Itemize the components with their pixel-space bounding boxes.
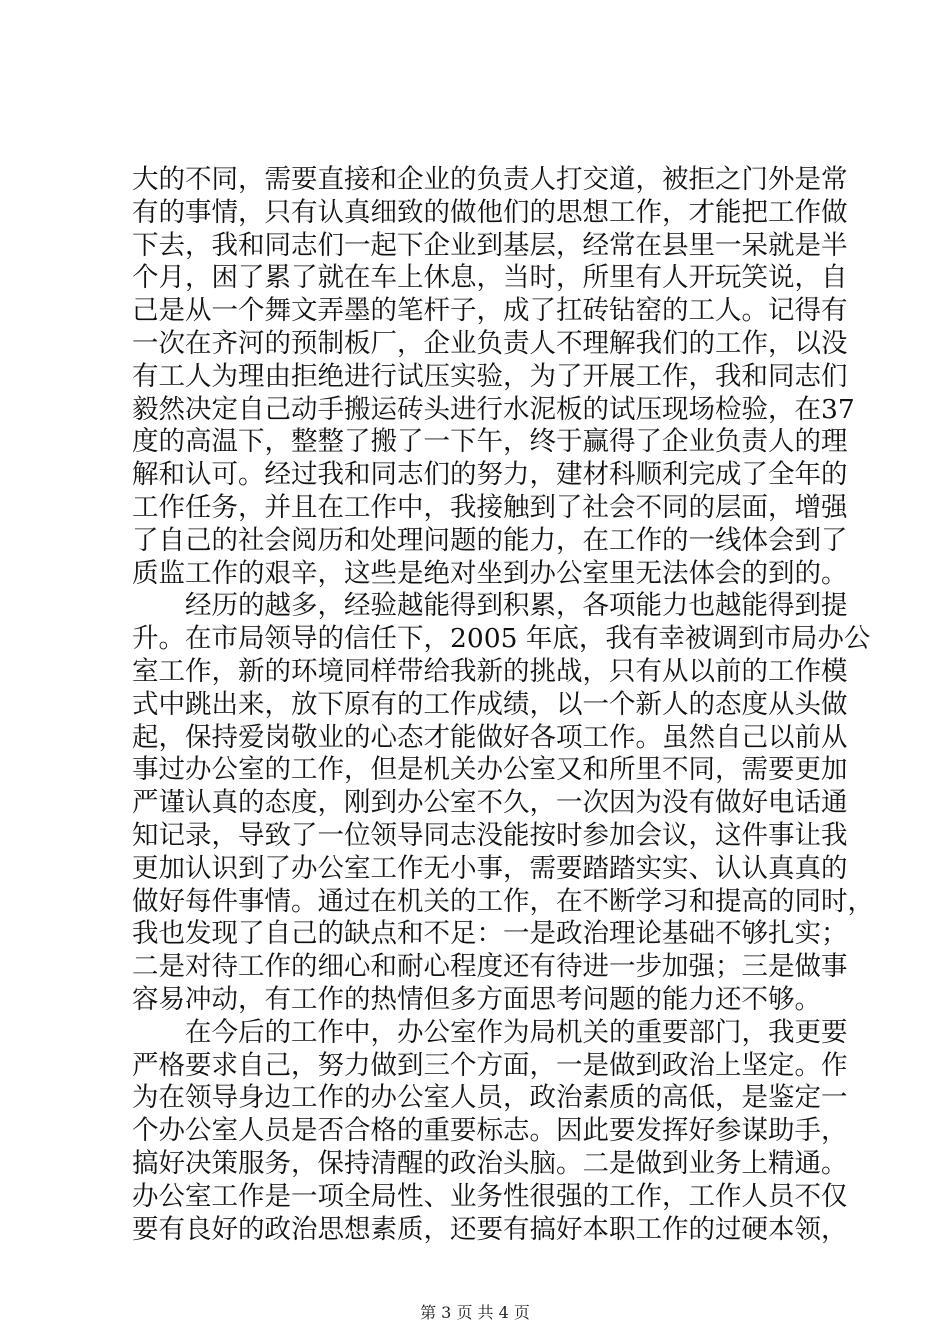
text-line: 更加认识到了办公室工作无小事，需要踏踏实实、认认真真的 [132, 852, 848, 884]
text-line: 搞好决策服务，保持清醒的政治头脑。二是做到业务上精通。 [132, 1147, 848, 1179]
text-line: 严格要求自己，努力做到三个方面，一是做到政治上坚定。作 [132, 1049, 848, 1081]
text-line: 在今后的工作中，办公室作为局机关的重要部门，我更要 [132, 1016, 848, 1048]
text-line: 二是对待工作的细心和耐心程度还有待进一步加强；三是做事 [132, 951, 848, 983]
text-line: 为在领导身边工作的办公室人员，政治素质的高低，是鉴定一 [132, 1082, 848, 1114]
text-line: 严谨认真的态度，刚到办公室不久，一次因为没有做好电话通 [132, 787, 848, 819]
text-line: 我也发现了自己的缺点和不足：一是政治理论基础不够扎实； [132, 918, 848, 950]
text-line: 毅然决定自己动手搬运砖头进行水泥板的试压现场检验，在37 [132, 393, 855, 425]
text-line: 个办公室人员是否合格的重要标志。因此要发挥好参谋助手， [132, 1115, 848, 1147]
text-line: 己是从一个舞文弄墨的笔杆子，成了扛砖钻窑的工人。记得有 [132, 295, 848, 327]
text-line: 一次在齐河的预制板厂，企业负责人不理解我们的工作，以没 [132, 327, 848, 359]
text-line: 了自己的社会阅历和处理问题的能力，在工作的一线体会到了 [132, 524, 848, 556]
text-line: 室工作，新的环境同样带给我新的挑战，只有从以前的工作模 [132, 655, 848, 687]
text-line: 起，保持爱岗敬业的心态才能做好各项工作。虽然自己以前从 [132, 721, 848, 753]
text-line: 度的高温下，整整了搬了一下午，终于赢得了企业负责人的理 [132, 426, 848, 458]
text-line: 工作任务，并且在工作中，我接触到了社会不同的层面，增强 [132, 491, 848, 523]
text-line: 升。在市局领导的信任下，2005 年底，我有幸被调到市局办公 [132, 623, 871, 655]
text-line: 解和认可。经过我和同志们的努力，建材科顺利完成了全年的 [132, 459, 848, 491]
text-line: 式中跳出来，放下原有的工作成绩，以一个新人的态度从头做 [132, 688, 848, 720]
page-footer: 第 3 页 共 4 页 [420, 1303, 530, 1322]
text-line: 经历的越多，经验越能得到积累，各项能力也越能得到提 [132, 590, 848, 622]
text-line: 大的不同，需要直接和企业的负责人打交道，被拒之门外是常 [132, 164, 848, 195]
text-line: 容易冲动，有工作的热情但多方面思考问题的能力还不够。 [132, 983, 821, 1015]
text-line: 有的事情，只有认真细致的做他们的思想工作，才能把工作做 [132, 196, 848, 228]
text-line: 知记录，导致了一位领导同志没能按时参加会议，这件事让我 [132, 819, 848, 851]
body-text [132, 164, 874, 1246]
text-line: 有工人为理由拒绝进行试压实验，为了开展工作，我和同志们 [132, 360, 848, 392]
text-line: 个月，困了累了就在车上休息，当时，所里有人开玩笑说，自 [132, 262, 848, 294]
text-line: 做好每件事情。通过在机关的工作，在不断学习和提高的同时， [132, 885, 874, 917]
text-line: 下去，我和同志们一起下企业到基层，经常在县里一呆就是半 [132, 229, 848, 261]
text-line: 办公室工作是一项全局性、业务性很强的工作，工作人员不仅 [132, 1180, 848, 1212]
text-line: 事过办公室的工作，但是机关办公室又和所里不同，需要更加 [132, 754, 848, 786]
text-line: 要有良好的政治思想素质，还要有搞好本职工作的过硬本领， [132, 1213, 848, 1245]
text-line: 质监工作的艰辛，这些是绝对坐到办公室里无法体会的到的。 [132, 557, 848, 589]
